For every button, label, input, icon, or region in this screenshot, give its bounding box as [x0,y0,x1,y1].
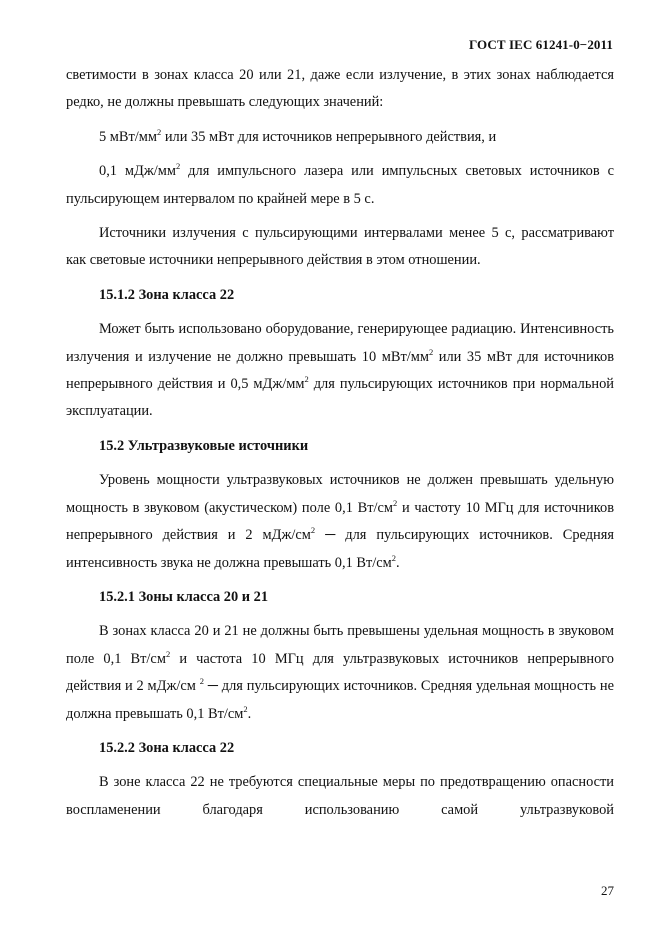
section-heading-15-2-1: 15.2.1 Зоны класса 20 и 21 [99,588,269,605]
paragraph-zone-22-radiation: Может быть использовано оборудование, генерирующее радиацию. Интенсивность излучения и излучение не должно превышать 10 мВт/$мм^2$ или 35 мВт для источников непрерывного действия и 0,5 мДж/$мм^2$ для пульсирующих источников при нормальной эксплуатации. [66,321,615,420]
paragraph-pulse-limit: 0,1 мДж/$мм^2$ для импульсного лазера или импульсных световых источников с пульсирующем интервалом по крайней мере в 5 с. [66,161,614,207]
paragraph-continuous-limit: 5 мВт/$мм^2$ или 35 мВт для источников непрерывного действия, и [99,126,497,145]
section-heading-15-2-2: 15.2.2 Зона класса 22 [99,739,235,756]
paragraph-luminosity-limits: светимости в зонах класса 20 или 21, даже если излучение, в этих зонах наблюдается редко, не должны превышать следующих значений: [66,67,614,111]
document-body [66,62,614,831]
paragraph-zones-20-21-ultrasonic: В зонах класса 20 и 21 не должны быть превышены удельная мощность в звуковом поле 0,1 $Вт/см^2$ и частота 10 МГц для ультразвуковых источников непрерывного действия и 2 мДж/см $^2$ ─ для пульсирующих источников. Средняя удельная мощность не должна превышать 0,1 $Вт/см^2$. [66,623,614,722]
paragraph-zone-22-ultrasonic: В зоне класса 22 не требуются специальные меры по предотвращению опасности воспламенении благодаря использованию самой ультразвуковой [66,774,614,818]
paragraph-ultrasonic-power: Уровень мощности ультразвуковых источников не должен превышать удельную мощность в звуковом (акустическом) поле 0,1 $Вт/см^2$ и частоту 10 МГц для источников непрерывного действия и 2 мДж/$см^2$ ─ для пульсирующих источников. Средняя интенсивность звука не должна превышать 0,1 $Вт/см^2$. [66,472,614,571]
paragraph-pulse-sources: Источники излучения с пульсирующими интервалами менее 5 с, рассматривают как световые источники непрерывного действия в этом отношении. [66,225,614,269]
section-heading-15-2: 15.2 Ультразвуковые источники [99,437,309,454]
page-number: 27 [601,883,614,898]
document-header: ГОСТ IEC 61241-0−2011 [468,37,613,52]
section-heading-15-1-2: 15.1.2 Зона класса 22 [99,286,235,303]
